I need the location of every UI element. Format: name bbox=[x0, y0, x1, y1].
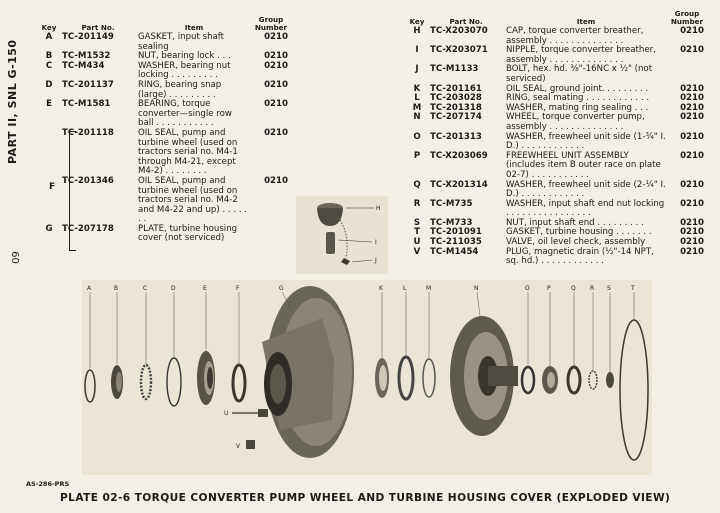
part-number: TC-201313 bbox=[430, 131, 482, 142]
part-number: TC-M1133 bbox=[430, 64, 479, 75]
part-number: TC-M735 bbox=[430, 198, 473, 209]
key: M bbox=[412, 102, 422, 113]
key: D bbox=[45, 79, 53, 90]
inset-label-i: I bbox=[375, 239, 377, 246]
parts-row bbox=[38, 100, 290, 129]
photo-label-q: Q bbox=[571, 285, 576, 292]
parts-row bbox=[38, 62, 290, 81]
photo-label-r: R bbox=[590, 285, 595, 292]
key: J bbox=[415, 64, 419, 75]
group-number: 0210 bbox=[680, 217, 704, 228]
group-number: 0210 bbox=[680, 150, 704, 161]
description: PLUG, magnetic drain (½"-14 NPT, sq. hd.) . . . . . . . . . . . . bbox=[506, 246, 654, 267]
key: R bbox=[413, 198, 421, 209]
group-number: 0210 bbox=[680, 227, 704, 238]
inset-label-j: J bbox=[375, 257, 377, 264]
description: GASKET, turbine housing . . . . . . . bbox=[506, 227, 652, 238]
description: WASHER, freewheel unit side (2-¼" I. D.) . . . . . . . . . . . . bbox=[506, 179, 666, 200]
description: RING, bearing snap (large) . . . . . . . . . bbox=[138, 79, 222, 100]
col-part: Part No. bbox=[449, 17, 483, 26]
photo-label-t: T bbox=[631, 285, 635, 292]
group-number: 0210 bbox=[264, 175, 288, 186]
photo-label-f: F bbox=[236, 285, 240, 292]
part-number: TC-X203071 bbox=[430, 45, 488, 56]
breather-inset-illustration bbox=[296, 196, 388, 274]
description: WASHER, mating ring sealing . . . bbox=[506, 102, 649, 113]
photo-label-e: E bbox=[203, 285, 207, 292]
description: WASHER, freewheel unit side (1-¾" I. D.) . . . . . . . . . . . . bbox=[506, 131, 666, 152]
key: G bbox=[45, 223, 53, 234]
group-number: 0210 bbox=[680, 45, 704, 56]
group-number: 0210 bbox=[680, 179, 704, 190]
photo-label-p: P bbox=[547, 285, 551, 292]
part-number: TC-207174 bbox=[430, 112, 482, 123]
col-item: Item bbox=[184, 23, 204, 32]
key: T bbox=[414, 227, 420, 238]
part-number: TC-203028 bbox=[430, 93, 482, 104]
key: P bbox=[413, 150, 421, 161]
key: Q bbox=[413, 179, 421, 190]
part-number: TC-201161 bbox=[430, 83, 482, 94]
parts-row bbox=[406, 65, 706, 84]
part-number: TC-201091 bbox=[430, 227, 482, 238]
key: I bbox=[415, 45, 419, 56]
photo-label-c: C bbox=[143, 285, 148, 292]
group-number: 0210 bbox=[680, 112, 704, 123]
photo-label-s: S bbox=[607, 285, 611, 292]
group-number: 0210 bbox=[264, 79, 288, 90]
group-number: 0210 bbox=[680, 246, 704, 257]
part-number: TC-X203069 bbox=[430, 150, 488, 161]
part-number: TC-M434 bbox=[62, 60, 105, 71]
key-f-bracket bbox=[69, 131, 76, 251]
key-f: F bbox=[49, 182, 56, 192]
description: NUT, bearing lock . . . bbox=[138, 51, 231, 62]
photo-credit: AS-286-PRS bbox=[26, 480, 70, 488]
description: WHEEL, torque converter pump, assembly . . . . . . . . . . . . . . bbox=[506, 112, 645, 132]
description: OIL SEAL, pump and turbine wheel (used on tractors serial no. M4-2 and M4-22 and up) . . . . . . . bbox=[138, 175, 248, 225]
page-number: 60 bbox=[8, 251, 20, 264]
group-number: 0210 bbox=[680, 237, 704, 248]
description: BOLT, hex. hd. ⅜"-16NC x ½" (not serviced) bbox=[506, 64, 653, 84]
part-number: TC-X201314 bbox=[430, 179, 488, 190]
description: WASHER, input shaft end nut locking . . . . . . . . . . . . . . . . bbox=[506, 198, 665, 219]
group-number: 0210 bbox=[680, 198, 704, 209]
group-number: 0210 bbox=[264, 99, 288, 110]
key: A bbox=[45, 32, 53, 42]
part-number: TC-201318 bbox=[430, 102, 482, 113]
col-key: Key bbox=[409, 17, 425, 26]
photo-label-a: A bbox=[87, 285, 92, 292]
group-number: 0210 bbox=[264, 32, 288, 42]
parts-row bbox=[406, 200, 706, 219]
description: CAP, torque converter breather, assembly . . . . . . . . . . . . . . bbox=[506, 26, 644, 46]
group-number bbox=[668, 65, 706, 84]
group-number: 0210 bbox=[264, 60, 288, 71]
part-number: TC-211035 bbox=[430, 237, 482, 248]
group-number: 0210 bbox=[680, 26, 704, 36]
parts-row bbox=[406, 152, 706, 181]
col-group: Group Number bbox=[254, 15, 288, 32]
parts-row bbox=[406, 46, 706, 65]
plate-caption: PLATE 02-6 TORQUE CONVERTER PUMP WHEEL AND TURBINE HOUSING COVER (EXPLODED VIEW) bbox=[60, 492, 671, 504]
description: WASHER, bearing nut locking . . . . . . . . . bbox=[138, 60, 231, 81]
key: O bbox=[413, 131, 421, 142]
part-number: TC-201137 bbox=[62, 79, 114, 90]
parts-row bbox=[38, 33, 290, 52]
side-header: PART II, SNL G-150 bbox=[6, 39, 19, 164]
col-item: Item bbox=[576, 17, 596, 26]
photo-label-m: M bbox=[426, 285, 432, 292]
key: B bbox=[45, 51, 53, 62]
parts-row bbox=[406, 181, 706, 200]
key: U bbox=[413, 237, 421, 248]
parts-row bbox=[406, 113, 706, 132]
photo-label-b: B bbox=[114, 285, 119, 292]
photo-label-u: U bbox=[224, 410, 229, 417]
description: RING, seal mating . . . . . . . . . . . . bbox=[506, 93, 650, 104]
parts-row bbox=[406, 248, 706, 267]
parts-row bbox=[406, 27, 706, 46]
key: K bbox=[413, 83, 421, 94]
part-number: TC-M1532 bbox=[62, 51, 111, 62]
description: VALVE, oil level check, assembly bbox=[506, 237, 646, 248]
description: FREEWHEEL UNIT ASSEMBLY (includes item B outer race on plate 02-7) . . . . . . . . . . . bbox=[506, 150, 661, 180]
photo-label-g: G bbox=[279, 285, 284, 292]
photo-label-l: L bbox=[403, 285, 407, 292]
part-number: TC-207178 bbox=[62, 223, 114, 234]
parts-row bbox=[406, 133, 706, 152]
key: V bbox=[413, 246, 421, 257]
key bbox=[38, 129, 60, 177]
photo-label-d: D bbox=[171, 285, 176, 292]
key: H bbox=[413, 26, 421, 36]
group-number: 0210 bbox=[264, 51, 288, 62]
part-number: TC-201118 bbox=[62, 127, 114, 138]
part-number: TC-M1454 bbox=[430, 246, 479, 257]
group-number: 0210 bbox=[680, 102, 704, 113]
key: L bbox=[414, 93, 420, 104]
photo-label-v: V bbox=[236, 443, 241, 450]
key: C bbox=[45, 60, 53, 71]
group-number: 0210 bbox=[680, 93, 704, 104]
inset-label-h: H bbox=[376, 205, 381, 212]
col-part: Part No. bbox=[81, 23, 115, 32]
part-number: TC-201149 bbox=[62, 32, 114, 42]
description: OIL SEAL, pump and turbine wheel (used on tractors serial no. M4-1 through M4-21, except M4-2) . . . . . . . . bbox=[138, 127, 238, 177]
photo-label-o: O bbox=[525, 285, 530, 292]
group-number: 0210 bbox=[264, 127, 288, 138]
group-number: 0210 bbox=[680, 131, 704, 142]
part-number: TC-M733 bbox=[430, 217, 473, 228]
description: GASKET, input shaft sealing bbox=[138, 32, 225, 52]
key: N bbox=[413, 112, 421, 123]
photo-label-k: K bbox=[379, 285, 383, 292]
key: E bbox=[46, 99, 52, 110]
description: NIPPLE, torque converter breather, assembly . . . . . . . . . . . . . . bbox=[506, 45, 656, 65]
col-key: Key bbox=[41, 23, 57, 32]
description: PLATE, turbine housing cover (not serviced) bbox=[138, 223, 238, 244]
part-number: TC-X203070 bbox=[430, 26, 488, 36]
part-number: TC-M1581 bbox=[62, 99, 111, 110]
group-number bbox=[252, 225, 290, 244]
description: NUT, input shaft end . . . . . . . . . bbox=[506, 217, 644, 228]
parts-table-right bbox=[406, 10, 706, 267]
photo-label-n: N bbox=[474, 285, 479, 292]
col-group: Group Number bbox=[670, 9, 704, 26]
key: S bbox=[413, 217, 421, 228]
exploded-view-photo bbox=[82, 280, 652, 475]
group-number: 0210 bbox=[680, 83, 704, 94]
parts-row bbox=[38, 81, 290, 100]
description: BEARING, torque converter—single row ball . . . . . . . . . . . bbox=[138, 99, 232, 129]
part-number: TC-201346 bbox=[62, 175, 114, 186]
description: OIL SEAL, ground joint. . . . . . . . . bbox=[506, 83, 649, 94]
